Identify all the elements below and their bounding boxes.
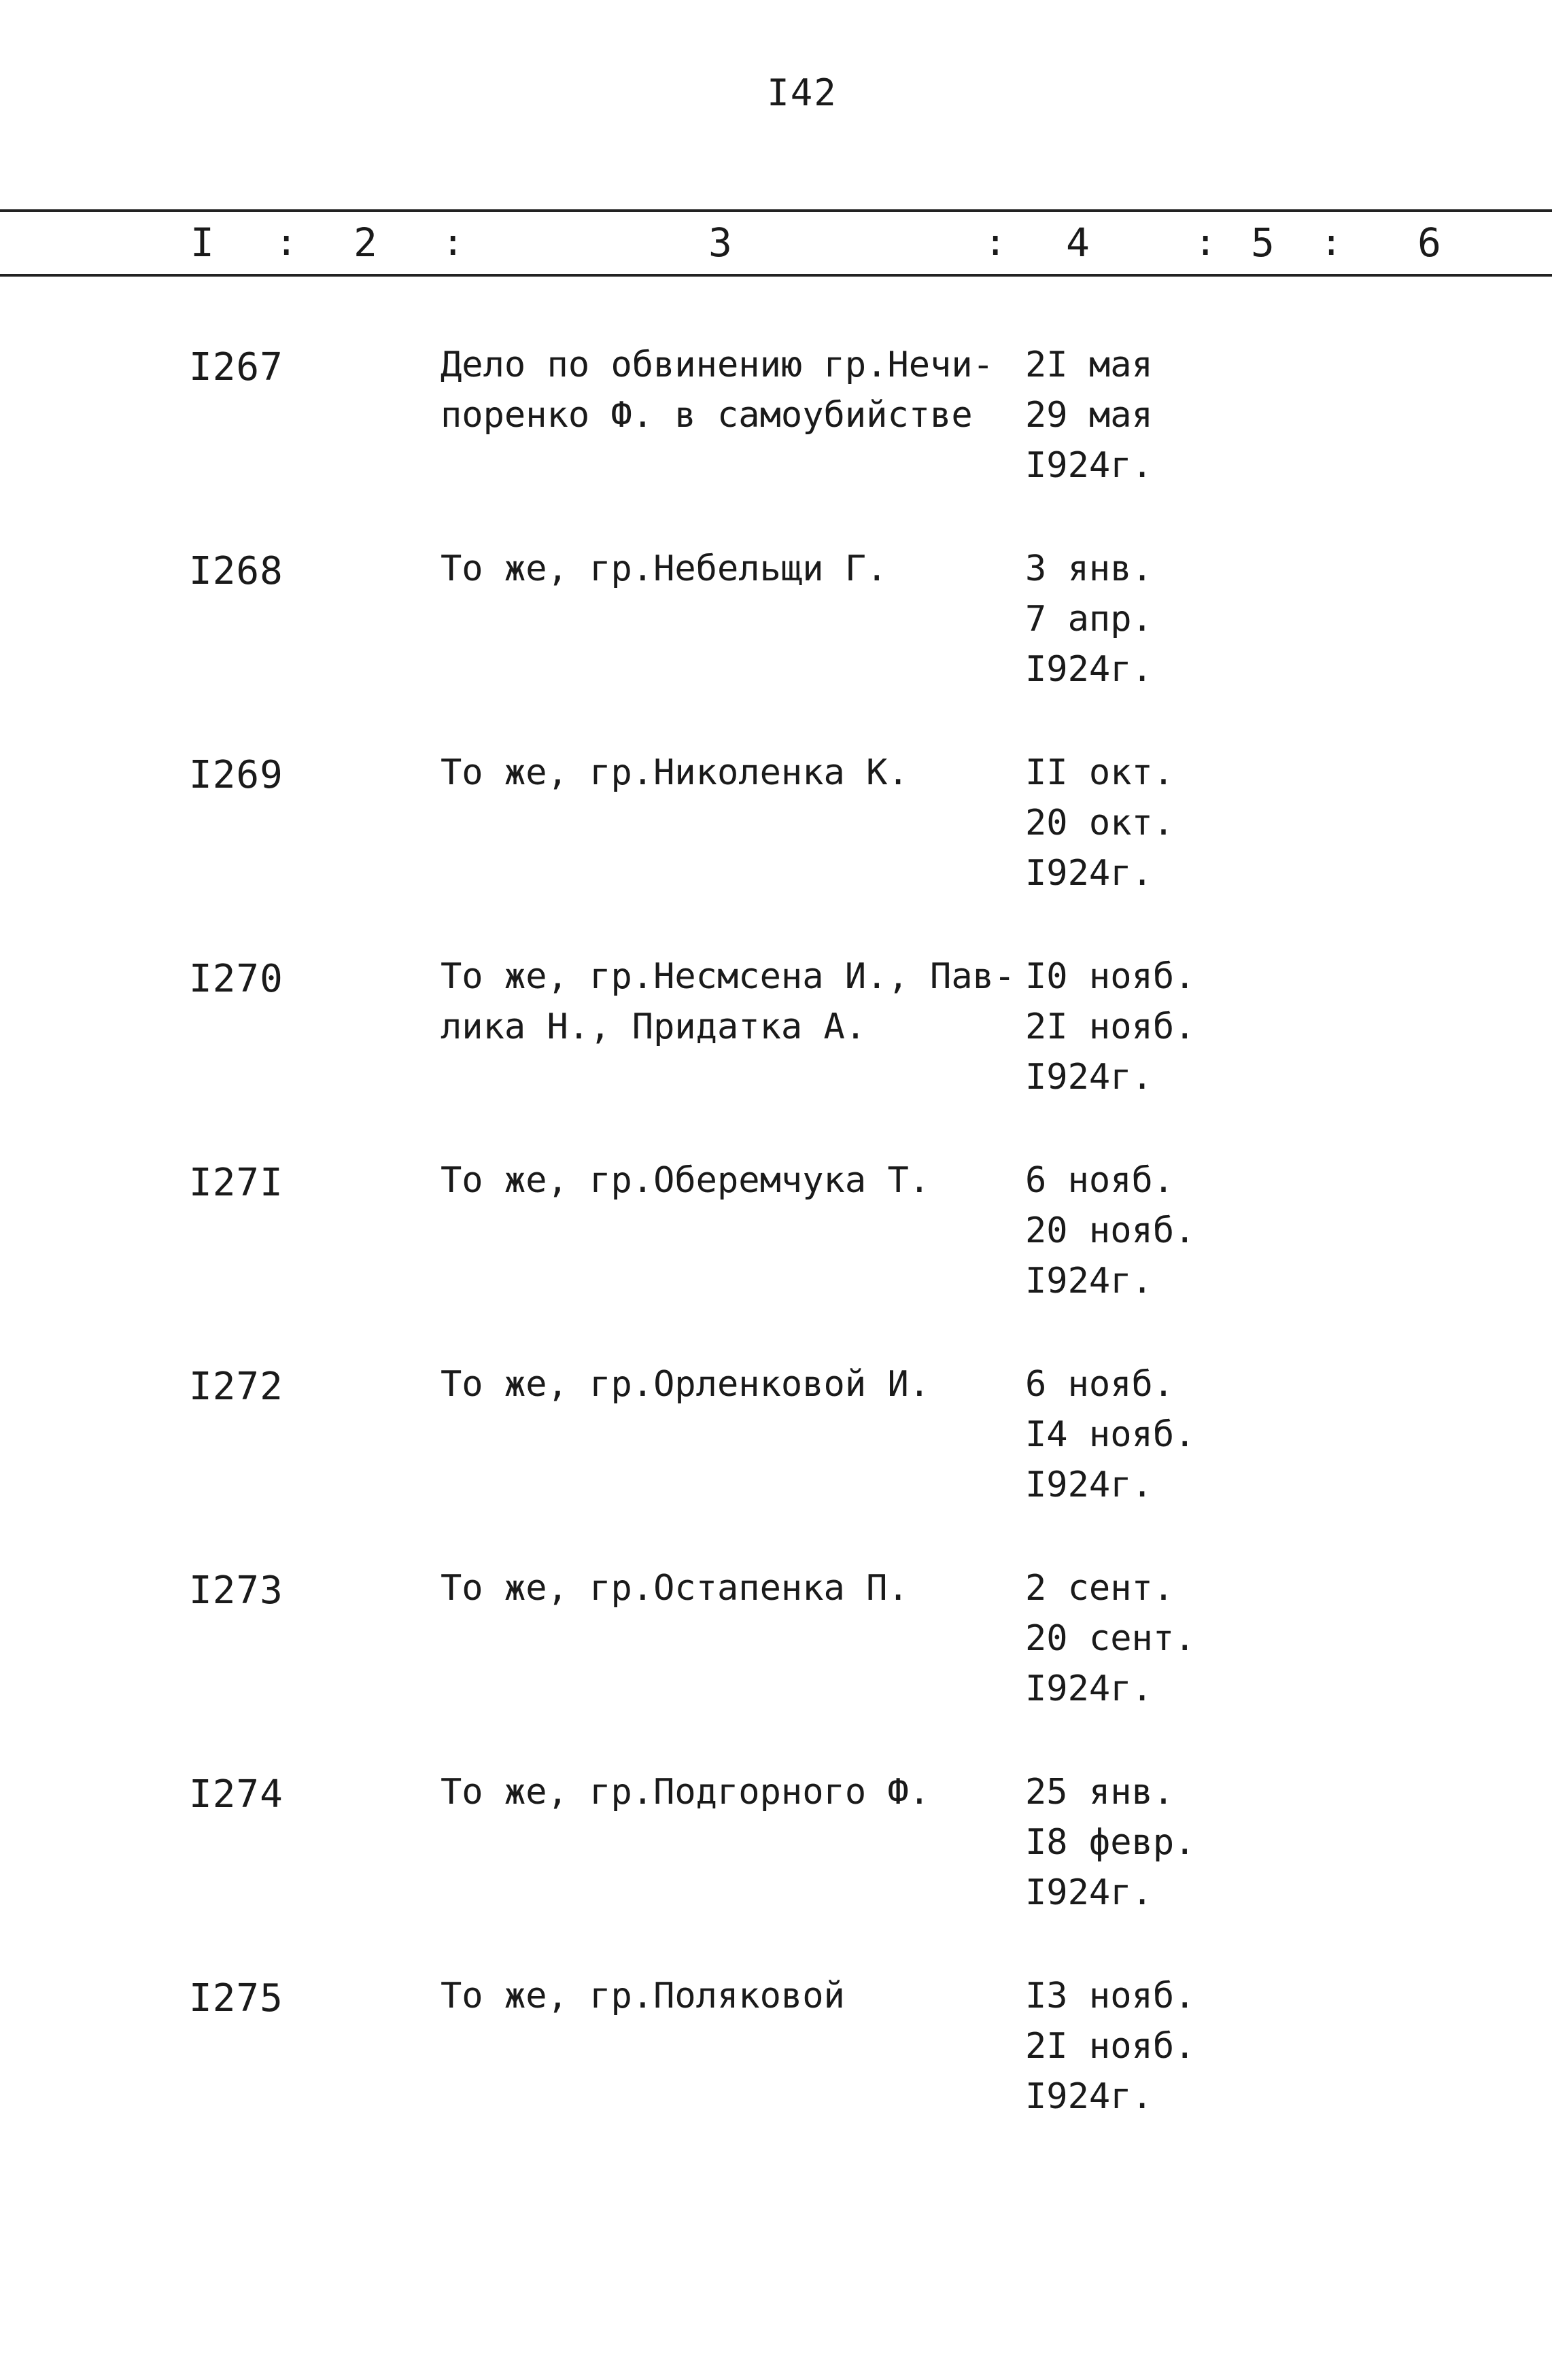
year: I924г. — [1025, 1668, 1153, 1709]
case-title — [441, 340, 1018, 440]
start-date: 25 янв. — [1025, 1772, 1175, 1813]
case-number: I267 — [189, 345, 283, 389]
case-dates — [1025, 1971, 1297, 2122]
case-dates — [1025, 1359, 1297, 1510]
column-separator: : — [442, 221, 464, 264]
end-date: 20 окт. — [1025, 803, 1175, 843]
case-title — [441, 748, 1018, 798]
case-title — [441, 1563, 1018, 1613]
year: I924г. — [1025, 2076, 1153, 2117]
case-number: I269 — [189, 753, 283, 797]
start-date: I3 нояб. — [1025, 1976, 1196, 2016]
table-row — [0, 326, 1552, 530]
start-date: 6 нояб. — [1025, 1160, 1175, 1201]
table-row — [0, 734, 1552, 938]
year: I924г. — [1025, 853, 1153, 894]
year: I924г. — [1025, 1872, 1153, 1913]
table-row — [0, 530, 1552, 734]
year: I924г. — [1025, 649, 1153, 690]
case-number: I27I — [189, 1161, 283, 1205]
case-title-line: То же, гр.Остапенка П. — [441, 1568, 909, 1609]
column-header-4: 4 — [1066, 220, 1090, 266]
end-date: 2I нояб. — [1025, 2026, 1196, 2067]
start-date: 6 нояб. — [1025, 1364, 1175, 1405]
case-title-line: То же, гр.Николенка К. — [441, 752, 909, 793]
case-title-line: То же, гр.Подгорного Ф. — [441, 1772, 931, 1813]
year: I924г. — [1025, 1465, 1153, 1505]
column-separator: : — [984, 221, 1007, 264]
table-row — [0, 1753, 1552, 1957]
end-date: 29 мая — [1025, 395, 1153, 436]
case-title — [441, 544, 1018, 594]
year: I924г. — [1025, 445, 1153, 486]
year: I924г. — [1025, 1261, 1153, 1301]
start-date: 2 сент. — [1025, 1568, 1175, 1609]
case-number: I272 — [189, 1365, 283, 1409]
column-header-2: 2 — [353, 220, 377, 266]
case-number: I270 — [189, 957, 283, 1001]
case-title — [441, 1359, 1018, 1410]
case-title-line: лика Н., Придатка А. — [441, 1007, 867, 1047]
case-dates — [1025, 951, 1297, 1102]
case-title — [441, 1971, 1018, 2021]
column-header-6: 6 — [1417, 220, 1441, 266]
case-dates — [1025, 1767, 1297, 1918]
case-dates — [1025, 1563, 1297, 1714]
end-date: 2I нояб. — [1025, 1007, 1196, 1047]
end-date: 7 апр. — [1025, 599, 1153, 640]
start-date: 3 янв. — [1025, 548, 1153, 589]
table-row — [0, 1346, 1552, 1550]
case-number: I273 — [189, 1569, 283, 1613]
column-separator: : — [1320, 221, 1343, 264]
header-rule-top — [0, 209, 1552, 212]
case-title — [441, 1767, 1018, 1817]
page-number: I42 — [767, 71, 838, 114]
case-number: I274 — [189, 1772, 283, 1817]
case-title-line: То же, гр.Поляковой — [441, 1976, 845, 2016]
table-row — [0, 1550, 1552, 1753]
column-header-1: I — [190, 220, 214, 266]
inventory-table — [0, 326, 1552, 2161]
case-number: I275 — [189, 1976, 283, 2020]
table-row — [0, 938, 1552, 1142]
start-date: 2I мая — [1025, 345, 1153, 385]
column-separator: : — [1194, 221, 1217, 264]
table-row — [0, 1142, 1552, 1346]
case-title-line: То же, гр.Орленковой И. — [441, 1364, 931, 1405]
case-title — [441, 951, 1018, 1052]
case-dates — [1025, 544, 1297, 695]
case-dates — [1025, 748, 1297, 898]
end-date: I8 февр. — [1025, 1822, 1196, 1863]
case-number: I268 — [189, 549, 283, 593]
column-header-5: 5 — [1251, 220, 1275, 266]
end-date: 20 нояб. — [1025, 1210, 1196, 1251]
column-separator: : — [275, 221, 298, 264]
table-row — [0, 1957, 1552, 2161]
case-title-line: То же, гр.Несмсена И., Пав- — [441, 956, 1016, 997]
start-date: I0 нояб. — [1025, 956, 1196, 997]
end-date: I4 нояб. — [1025, 1414, 1196, 1455]
start-date: II окт. — [1025, 752, 1175, 793]
case-title-line: То же, гр.Небельщи Г. — [441, 548, 888, 589]
case-title — [441, 1155, 1018, 1206]
case-dates — [1025, 1155, 1297, 1306]
year: I924г. — [1025, 1057, 1153, 1098]
case-title-line: Дело по обвинению гр.Нечи- — [441, 345, 994, 385]
case-title-line: То же, гр.Оберемчука Т. — [441, 1160, 931, 1201]
case-title-line: поренко Ф. в самоубийстве — [441, 395, 973, 436]
end-date: 20 сент. — [1025, 1618, 1196, 1659]
case-dates — [1025, 340, 1297, 491]
column-header-3: 3 — [708, 220, 732, 266]
header-rule-bottom — [0, 274, 1552, 277]
